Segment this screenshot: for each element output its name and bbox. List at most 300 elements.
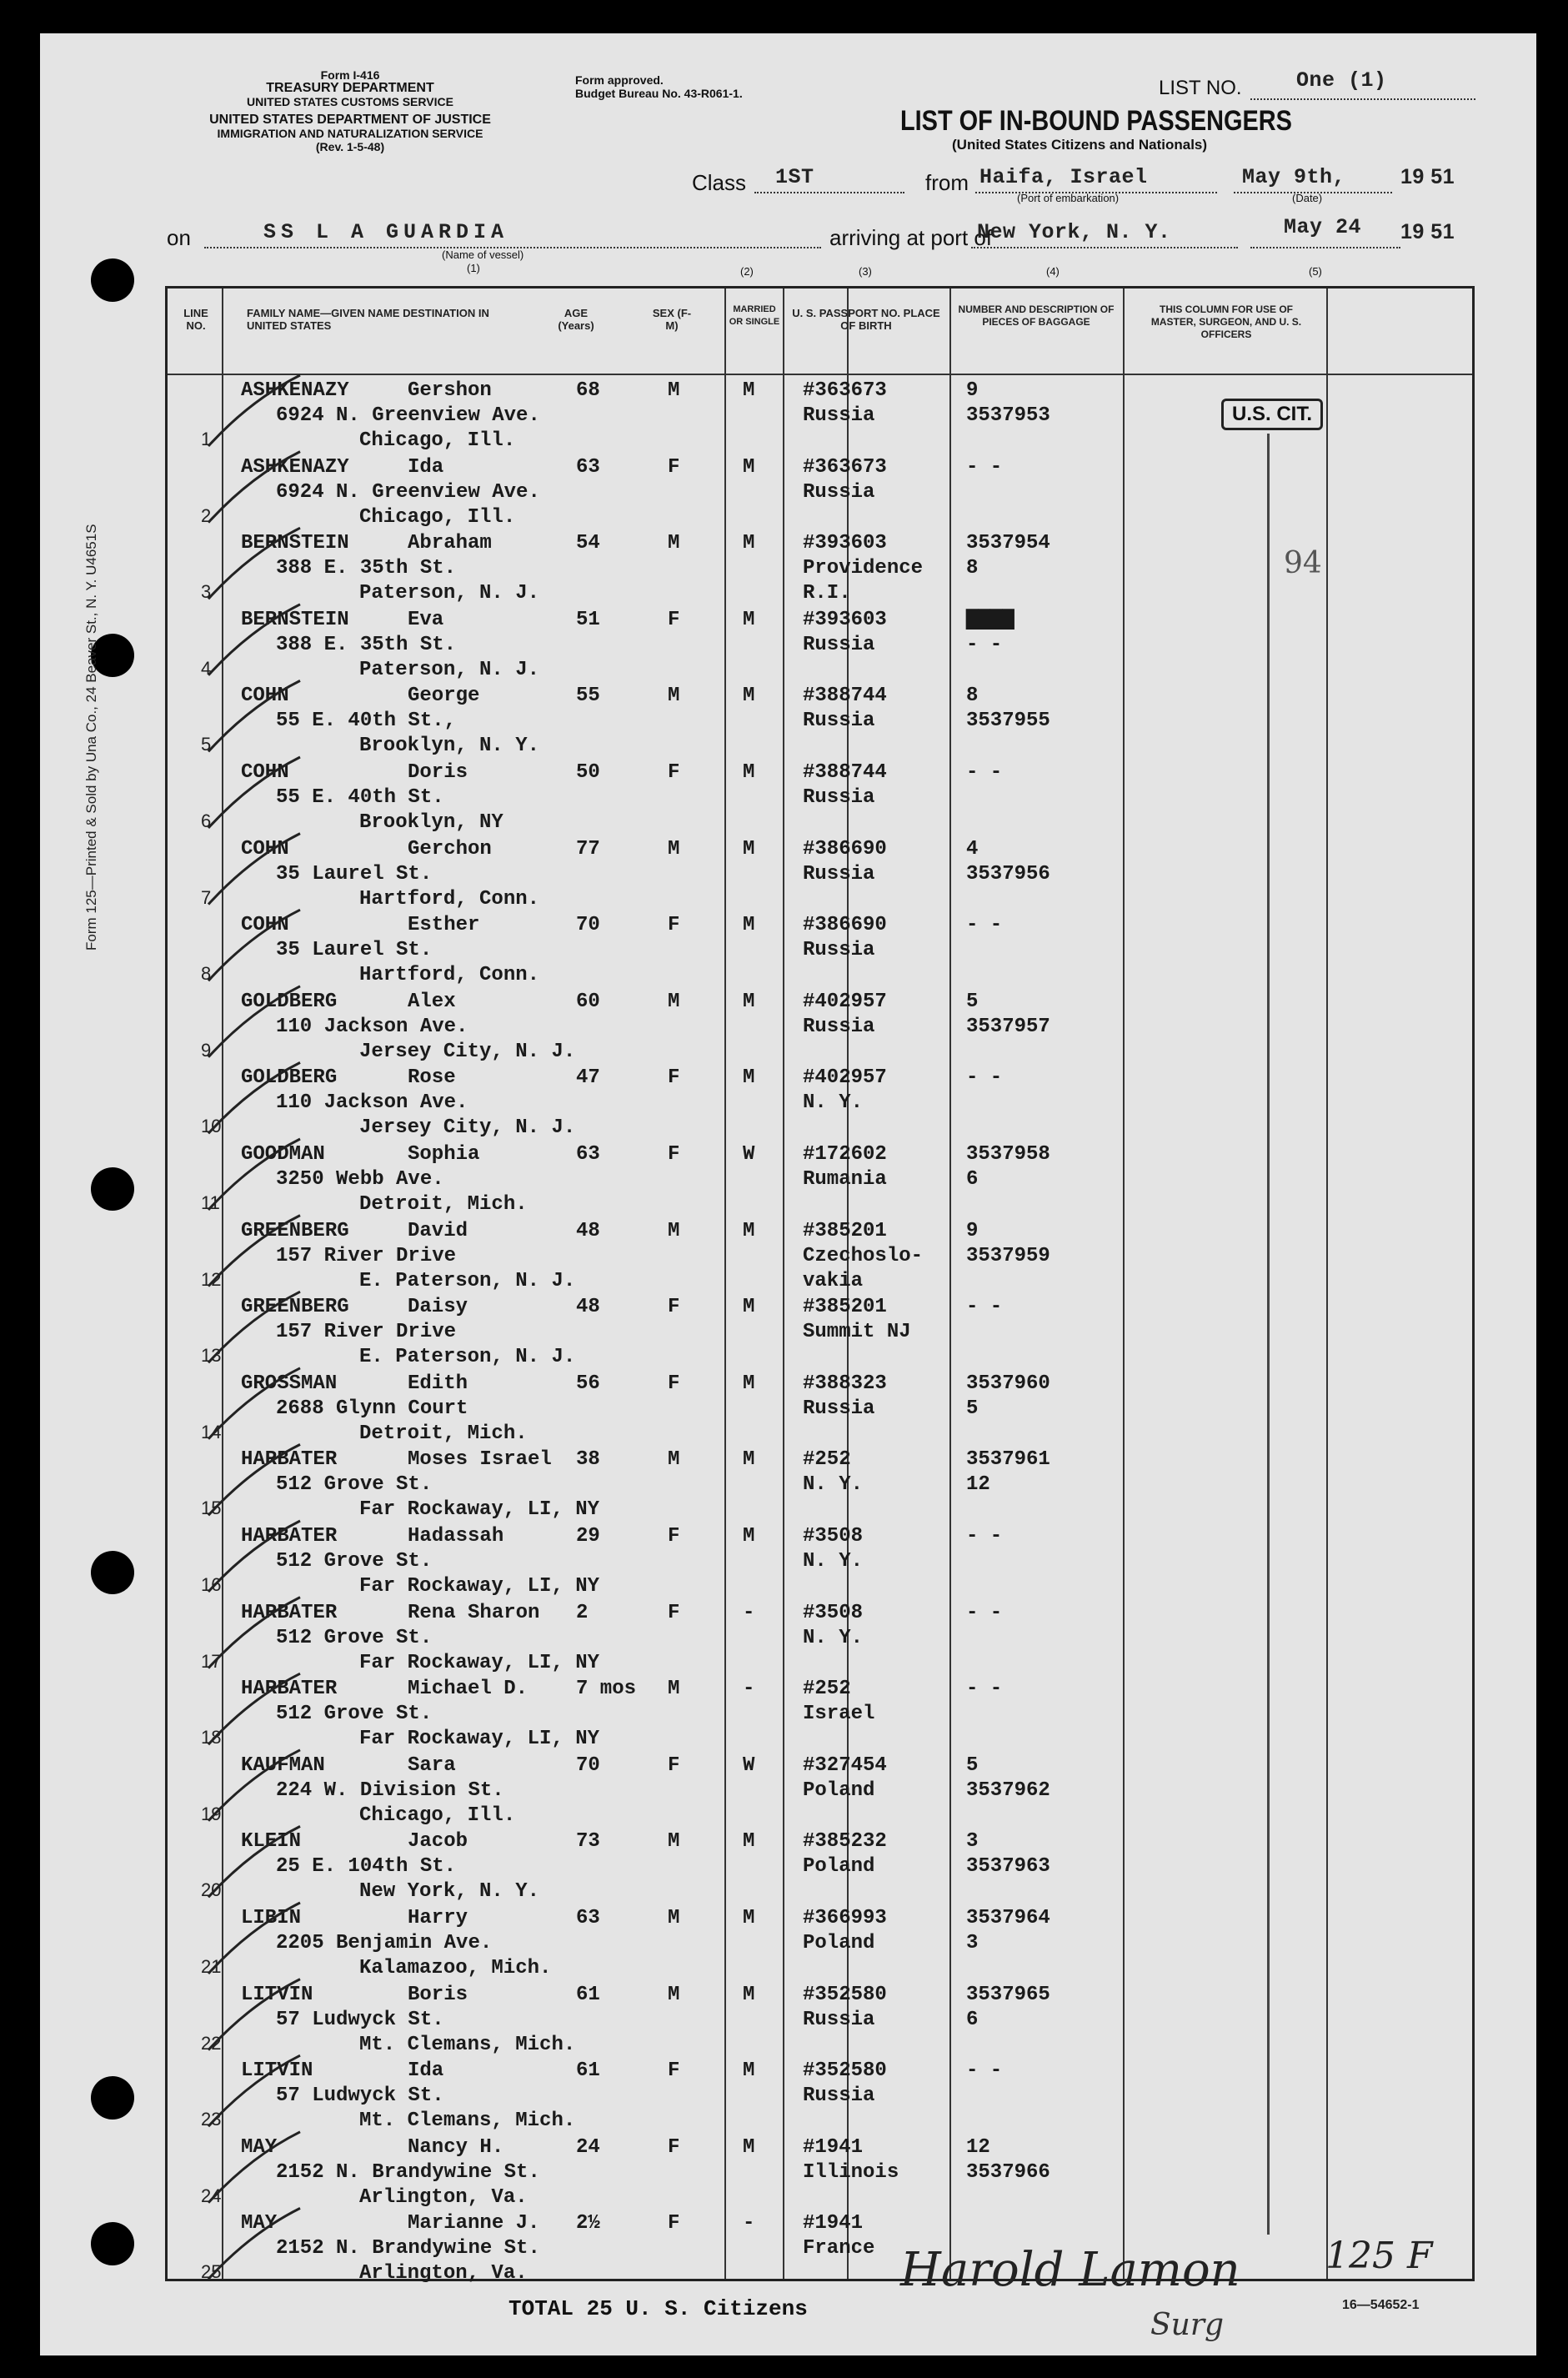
line-number: 17 — [201, 1650, 222, 1672]
given-name: David — [408, 1219, 468, 1242]
list-no-value: One (1) — [1296, 68, 1387, 93]
age: 73 — [576, 1830, 600, 1854]
port-dots — [971, 247, 1238, 248]
family-name: LITVIN — [241, 1983, 313, 2006]
age: 61 — [576, 2059, 600, 2083]
address-street: 388 E. 35th St. — [276, 557, 457, 580]
address-street: 35 Laurel St. — [276, 862, 433, 885]
line-number: 7 — [201, 886, 212, 908]
baggage-line-2: 3537966 — [966, 2160, 1050, 2184]
marital-status: M — [743, 1907, 755, 1929]
col-header-passport: U. S. PASSPORT NO. PLACE OF BIRTH — [792, 307, 940, 332]
col-header-officers: THIS COLUMN FOR USE OF MASTER, SURGEON, AND U. S. OFFICERS — [1150, 304, 1302, 340]
printer-imprint: Form 125—Printed & Sold by Una Co., 24 Beaver St., N. Y. U4651S — [83, 524, 99, 951]
family-name: LIBIN — [241, 1907, 302, 1929]
marital-status: M — [743, 1525, 755, 1548]
check-mark — [208, 375, 300, 446]
baggage-line-1: - - — [966, 1066, 1003, 1090]
given-name: Edith — [408, 1372, 468, 1395]
line-number: 12 — [201, 1268, 222, 1290]
departure-year: 19 51 — [1400, 165, 1455, 188]
baggage-line-1: 12 — [966, 2135, 990, 2159]
list-no-label: LIST NO. — [1159, 77, 1242, 99]
address-city: E. Paterson, N. J. — [359, 1346, 576, 1369]
passport-number: #385201 — [803, 1296, 887, 1319]
age: 51 — [576, 608, 600, 631]
passport-number: #363673 — [803, 379, 887, 402]
baggage-line-1: 3537958 — [966, 1143, 1050, 1166]
age: 48 — [576, 1219, 600, 1242]
class-value: 1ST — [775, 165, 814, 189]
address-city: Far Rockaway, LI, NY — [359, 1498, 600, 1522]
baggage-line-1: - - — [966, 455, 1003, 479]
address-city: Kalamazoo, Mich. — [359, 1957, 552, 1979]
baggage-line-1: 9 — [966, 1219, 979, 1242]
punch-hole — [91, 1551, 134, 1594]
address-street: 55 E. 40th St. — [276, 786, 444, 809]
baggage-line-1: - - — [966, 1601, 1003, 1624]
sex: F — [668, 1753, 680, 1777]
family-name: LITVIN — [241, 2059, 313, 2083]
marital-status: M — [743, 1372, 755, 1395]
age: 70 — [576, 1753, 600, 1777]
departure-date: May 9th, — [1242, 165, 1346, 189]
justice-dept: UNITED STATES DEPARTMENT OF JUSTICE — [209, 113, 491, 127]
class-label: Class — [692, 170, 747, 195]
age: 24 — [576, 2135, 600, 2159]
given-name: George — [408, 685, 480, 708]
form-number: Form I-416 — [320, 68, 380, 82]
family-name: GOLDBERG — [241, 990, 338, 1013]
passport-number: #252 — [803, 1448, 851, 1472]
address-city: Hartford, Conn. — [359, 964, 540, 987]
check-mark — [208, 1368, 300, 1439]
check-mark — [208, 1673, 300, 1744]
passport-number: #388744 — [803, 761, 887, 784]
baggage-line-2: 3537953 — [966, 404, 1050, 427]
baggage-line-1: - - — [966, 1525, 1003, 1548]
age: 2½ — [576, 2212, 600, 2235]
baggage-line-2: 3 — [966, 1932, 979, 1954]
family-name: BERNSTEIN — [241, 608, 349, 631]
address-city: Chicago, Ill. — [359, 1804, 516, 1827]
baggage-line-2: 3537963 — [966, 1855, 1050, 1879]
address-street: 512 Grove St. — [276, 1550, 433, 1573]
budget-bureau: Budget Bureau No. 43-R061-1. — [575, 87, 743, 100]
marital-status: M — [743, 379, 755, 402]
check-mark — [208, 1598, 300, 1668]
officer-line — [1267, 434, 1270, 2235]
sex: F — [668, 1296, 680, 1319]
sex: M — [668, 1983, 680, 2006]
line-number: 25 — [201, 2261, 222, 2283]
address-street: 6924 N. Greenview Ave. — [276, 404, 540, 427]
given-name: Marianne J. — [408, 2212, 540, 2235]
age: 63 — [576, 455, 600, 479]
age: 63 — [576, 1143, 600, 1166]
address-street: 3250 Webb Ave. — [276, 1168, 444, 1191]
sex: F — [668, 1601, 680, 1624]
place-of-birth: Summit NJ — [803, 1321, 911, 1344]
check-mark — [208, 1139, 300, 1210]
baggage-line-1: 5 — [966, 990, 979, 1013]
sex: F — [668, 455, 680, 479]
line-number: 5 — [201, 734, 212, 755]
check-mark — [208, 1750, 300, 1821]
marital-status: W — [743, 1753, 755, 1777]
col-header-sex: SEX (F-M) — [652, 307, 692, 332]
family-name: MAY — [241, 2135, 278, 2159]
marital-status: M — [743, 685, 755, 708]
age: 60 — [576, 990, 600, 1013]
passport-number: #402957 — [803, 990, 887, 1013]
address-city: Brooklyn, NY — [359, 811, 503, 834]
passport-number: #1941 — [803, 2135, 864, 2159]
baggage-line-1: ▇▇▇▇ — [966, 608, 1014, 631]
given-name: Doris — [408, 761, 468, 784]
place-of-birth: Russia — [803, 862, 875, 885]
citizen-stamp: U.S. CIT. — [1221, 399, 1323, 430]
check-mark — [208, 1979, 300, 2050]
customs-service: UNITED STATES CUSTOMS SERVICE — [247, 95, 453, 108]
sex: M — [668, 532, 680, 555]
passport-number: #363673 — [803, 455, 887, 479]
family-name: GREENBERG — [241, 1296, 349, 1319]
baggage-line-1: 3537965 — [966, 1983, 1050, 2006]
family-name: COHN — [241, 837, 289, 860]
baggage-line-1: 3537961 — [966, 1448, 1050, 1472]
address-street: 224 W. Division St. — [276, 1778, 504, 1802]
given-name: Gershon — [408, 379, 492, 402]
line-number: 9 — [201, 1039, 212, 1061]
family-name: HARBATER — [241, 1448, 338, 1472]
address-city: Far Rockaway, LI, NY — [359, 1575, 600, 1598]
place-of-birth: Russia — [803, 633, 875, 656]
passport-number: #366993 — [803, 1907, 887, 1929]
passport-number: #327454 — [803, 1753, 887, 1777]
sex: F — [668, 1066, 680, 1090]
baggage-line-2: 5 — [966, 1397, 979, 1420]
from-value: Haifa, Israel — [979, 165, 1148, 189]
sex: F — [668, 761, 680, 784]
given-name: Nancy H. — [408, 2135, 504, 2159]
port-caption: (Port of embarkation) — [1017, 192, 1120, 204]
treasury-dept: TREASURY DEPARTMENT — [266, 81, 434, 95]
address-street: 25 E. 104th St. — [276, 1855, 457, 1879]
address-city: Far Rockaway, LI, NY — [359, 1728, 600, 1751]
given-name: Esther — [408, 914, 480, 937]
baggage-line-1: 9 — [966, 379, 979, 402]
marital-status: M — [743, 2135, 755, 2159]
sex: M — [668, 1830, 680, 1854]
document-title: LIST OF IN-BOUND PASSENGERS — [900, 105, 1292, 137]
address-city: Hartford, Conn. — [359, 887, 540, 911]
address-city: Jersey City, N. J. — [359, 1116, 576, 1140]
baggage-line-2: 3537955 — [966, 710, 1050, 733]
baggage-line-1: - - — [966, 1296, 1003, 1319]
baggage-line-2: 6 — [966, 1168, 979, 1191]
age: 61 — [576, 1983, 600, 2006]
marital-status: M — [743, 837, 755, 860]
sex: M — [668, 1678, 680, 1701]
baggage-line-1: 3 — [966, 1830, 979, 1854]
vessel-caption: (Name of vessel) — [442, 248, 524, 261]
on-label: on — [167, 225, 191, 250]
marital-status: M — [743, 1448, 755, 1472]
arr-date-dots — [1250, 247, 1400, 248]
check-mark — [208, 1292, 300, 1362]
given-name: Rose — [408, 1066, 456, 1090]
age: 54 — [576, 532, 600, 555]
marital-status: M — [743, 608, 755, 631]
passport-number: #388323 — [803, 1372, 887, 1395]
total-citizens: TOTAL 25 U. S. Citizens — [508, 2296, 808, 2321]
baggage-line-1: 3537964 — [966, 1907, 1050, 1929]
check-mark — [208, 1826, 300, 1897]
marital-status: M — [743, 455, 755, 479]
age: 48 — [576, 1296, 600, 1319]
address-street: 512 Grove St. — [276, 1703, 433, 1726]
baggage-line-2: - - — [966, 633, 1003, 656]
line-number: 4 — [201, 657, 212, 679]
passport-number: #3508 — [803, 1601, 864, 1624]
family-name: GROSSMAN — [241, 1372, 338, 1395]
line-number: 22 — [201, 2032, 222, 2054]
age: 2 — [576, 1601, 589, 1624]
address-street: 388 E. 35th St. — [276, 633, 457, 656]
caption-1: (1) — [467, 262, 480, 274]
family-name: BERNSTEIN — [241, 532, 349, 555]
passport-number: #352580 — [803, 1983, 887, 2006]
place-of-birth: Poland — [803, 1932, 875, 1954]
age: 47 — [576, 1066, 600, 1090]
baggage-line-2: 6 — [966, 2008, 979, 2031]
given-name: Moses Israel — [408, 1448, 552, 1472]
caption-5: (5) — [1309, 265, 1322, 278]
signature-title: Surg — [1150, 2308, 1225, 2342]
age: 77 — [576, 837, 600, 860]
passport-number: #393603 — [803, 608, 887, 631]
family-name: KAUFMAN — [241, 1753, 325, 1777]
sex: M — [668, 685, 680, 708]
age: 70 — [576, 914, 600, 937]
marital-status: - — [743, 1678, 755, 1701]
address-city: Paterson, N. J. — [359, 582, 540, 605]
place-of-birth: Illinois — [803, 2160, 899, 2184]
document-subtitle: (United States Citizens and Nationals) — [952, 137, 1208, 153]
age: 56 — [576, 1372, 600, 1395]
address-street: 157 River Drive — [276, 1321, 457, 1344]
address-street: 157 River Drive — [276, 1244, 457, 1267]
passport-number: #352580 — [803, 2059, 887, 2083]
sex: M — [668, 1907, 680, 1929]
col-header-married: MARRIED OR SINGLE — [729, 304, 780, 327]
header-left — [167, 68, 534, 153]
family-name: HARBATER — [241, 1601, 338, 1624]
line-number: 10 — [201, 1116, 222, 1137]
line-number: 11 — [201, 1192, 220, 1213]
passport-number: #252 — [803, 1678, 851, 1701]
check-mark — [208, 2055, 300, 2126]
age: 68 — [576, 379, 600, 402]
given-name: Abraham — [408, 532, 492, 555]
place-of-birth: Russia — [803, 2085, 875, 2108]
address-city: Jersey City, N. J. — [359, 1040, 576, 1063]
place-of-birth: Rumania — [803, 1168, 887, 1191]
address-city: Chicago, Ill. — [359, 429, 516, 452]
col-header-baggage: NUMBER AND DESCRIPTION OF PIECES OF BAGGAGE — [958, 304, 1115, 328]
baggage-line-1: 3537960 — [966, 1372, 1050, 1395]
given-name: Sara — [408, 1753, 456, 1777]
sex: F — [668, 1525, 680, 1548]
place-of-birth: N. Y. — [803, 1550, 864, 1573]
class-dots — [754, 192, 904, 193]
place-of-birth: Russia — [803, 2008, 875, 2031]
marital-status: M — [743, 1830, 755, 1854]
age: 38 — [576, 1448, 600, 1472]
passport-number: #402957 — [803, 1066, 887, 1090]
baggage-line-1: - - — [966, 2059, 1003, 2083]
family-name: MAY — [241, 2212, 278, 2235]
address-street: 512 Grove St. — [276, 1473, 433, 1497]
passport-number: #385232 — [803, 1830, 887, 1854]
check-mark — [208, 910, 300, 981]
line-number: 23 — [201, 2109, 222, 2130]
sex: F — [668, 1143, 680, 1166]
family-name: GOLDBERG — [241, 1066, 338, 1090]
form-approved-block — [575, 73, 825, 100]
marital-status: M — [743, 1219, 755, 1242]
marital-status: - — [743, 2212, 755, 2235]
sex: M — [668, 837, 680, 860]
place-of-birth: Russia — [803, 939, 875, 962]
age: 63 — [576, 1907, 600, 1929]
punch-hole — [91, 2076, 134, 2120]
list-no-line — [1250, 98, 1475, 100]
given-name: Gerchon — [408, 837, 492, 860]
family-name: COHN — [241, 761, 289, 784]
place-of-birth: Russia — [803, 480, 875, 504]
line-number: 3 — [201, 581, 212, 603]
baggage-line-1: - - — [966, 914, 1003, 937]
check-mark — [208, 605, 300, 675]
check-mark — [208, 2208, 300, 2279]
passport-number: #3508 — [803, 1525, 864, 1548]
from-label: from — [925, 170, 969, 195]
address-street: 2152 N. Brandywine St. — [276, 2237, 540, 2260]
address-city: Paterson, N. J. — [359, 658, 540, 681]
place-of-birth: Poland — [803, 1855, 875, 1879]
given-name: Jacob — [408, 1830, 468, 1854]
given-name: Rena Sharon — [408, 1601, 540, 1624]
place-of-birth: Russia — [803, 404, 875, 427]
place-of-birth: Russia — [803, 710, 875, 733]
given-name: Ida — [408, 455, 444, 479]
check-mark — [208, 680, 300, 751]
baggage-line-2: 3537962 — [966, 1778, 1050, 1802]
address-city: Detroit, Mich. — [359, 1193, 528, 1216]
given-name: Alex — [408, 990, 456, 1013]
age: 29 — [576, 1525, 600, 1548]
baggage-line-1: 8 — [966, 685, 979, 708]
family-name: COHN — [241, 685, 289, 708]
handwritten-number: 94 — [1284, 546, 1322, 580]
baggage-line-1: - - — [966, 1678, 1003, 1701]
address-street: 2205 Benjamin Ave. — [276, 1932, 493, 1954]
check-mark — [208, 2132, 300, 2203]
sex: F — [668, 608, 680, 631]
baggage-line-1: - - — [966, 761, 1003, 784]
baggage-line-2: 3537959 — [966, 1244, 1050, 1267]
age: 50 — [576, 761, 600, 784]
place-of-birth: N. Y. — [803, 1473, 864, 1497]
form-approved: Form approved. — [575, 73, 664, 87]
given-name: Ida — [408, 2059, 444, 2083]
address-city: E. Paterson, N. J. — [359, 1269, 576, 1292]
family-name: HARBATER — [241, 1525, 338, 1548]
place-of-birth: Russia — [803, 786, 875, 809]
sex: F — [668, 2212, 680, 2235]
address-city: Mt. Clemans, Mich. — [359, 2033, 576, 2056]
check-mark — [208, 528, 300, 599]
address-city: Chicago, Ill. — [359, 505, 516, 529]
address-street: 110 Jackson Ave. — [276, 1015, 468, 1038]
given-name: Eva — [408, 608, 444, 631]
handwritten-right: 125 F — [1325, 2235, 1433, 2277]
line-number: 6 — [201, 810, 212, 831]
place-of-birth: Israel — [803, 1703, 875, 1726]
check-mark — [208, 452, 300, 523]
given-name: Hadassah — [408, 1525, 504, 1548]
sex: F — [668, 914, 680, 937]
line-number: 14 — [201, 1421, 222, 1442]
check-mark — [208, 1521, 300, 1592]
marital-status: M — [743, 990, 755, 1013]
caption-3: (3) — [859, 265, 872, 278]
check-marks — [200, 367, 367, 2285]
address-city: Far Rockaway, LI, NY — [359, 1651, 600, 1674]
form-print-number: 16—54652-1 — [1342, 2298, 1420, 2312]
check-mark — [208, 1062, 300, 1133]
baggage-line-1: 5 — [966, 1753, 979, 1777]
check-mark — [208, 1216, 300, 1287]
line-number: 15 — [201, 1498, 222, 1519]
marital-status: M — [743, 1066, 755, 1090]
address-street: 55 E. 40th St., — [276, 710, 457, 733]
check-mark — [208, 1444, 300, 1515]
passport-number: #386690 — [803, 914, 887, 937]
passport-number: #172602 — [803, 1143, 887, 1166]
vessel-name: SS L A GUARDIA — [263, 220, 509, 244]
marital-status: M — [743, 914, 755, 937]
marital-status: M — [743, 532, 755, 555]
given-name: Harry — [408, 1907, 468, 1929]
sex: F — [668, 2135, 680, 2159]
family-name: COHN — [241, 914, 289, 937]
punch-hole — [91, 258, 134, 302]
passport-number: #388744 — [803, 685, 887, 708]
sex: M — [668, 1219, 680, 1242]
line-number: 19 — [201, 1803, 222, 1824]
family-name: HARBATER — [241, 1678, 338, 1701]
address-street: 2688 Glynn Court — [276, 1397, 468, 1420]
marital-status: W — [743, 1143, 755, 1166]
check-mark — [208, 834, 300, 905]
place-of-birth: Providence R.I. — [803, 557, 924, 605]
place-of-birth: Czechoslo-vakia — [803, 1244, 924, 1292]
age: 7 mos — [576, 1678, 637, 1701]
sex: M — [668, 990, 680, 1013]
